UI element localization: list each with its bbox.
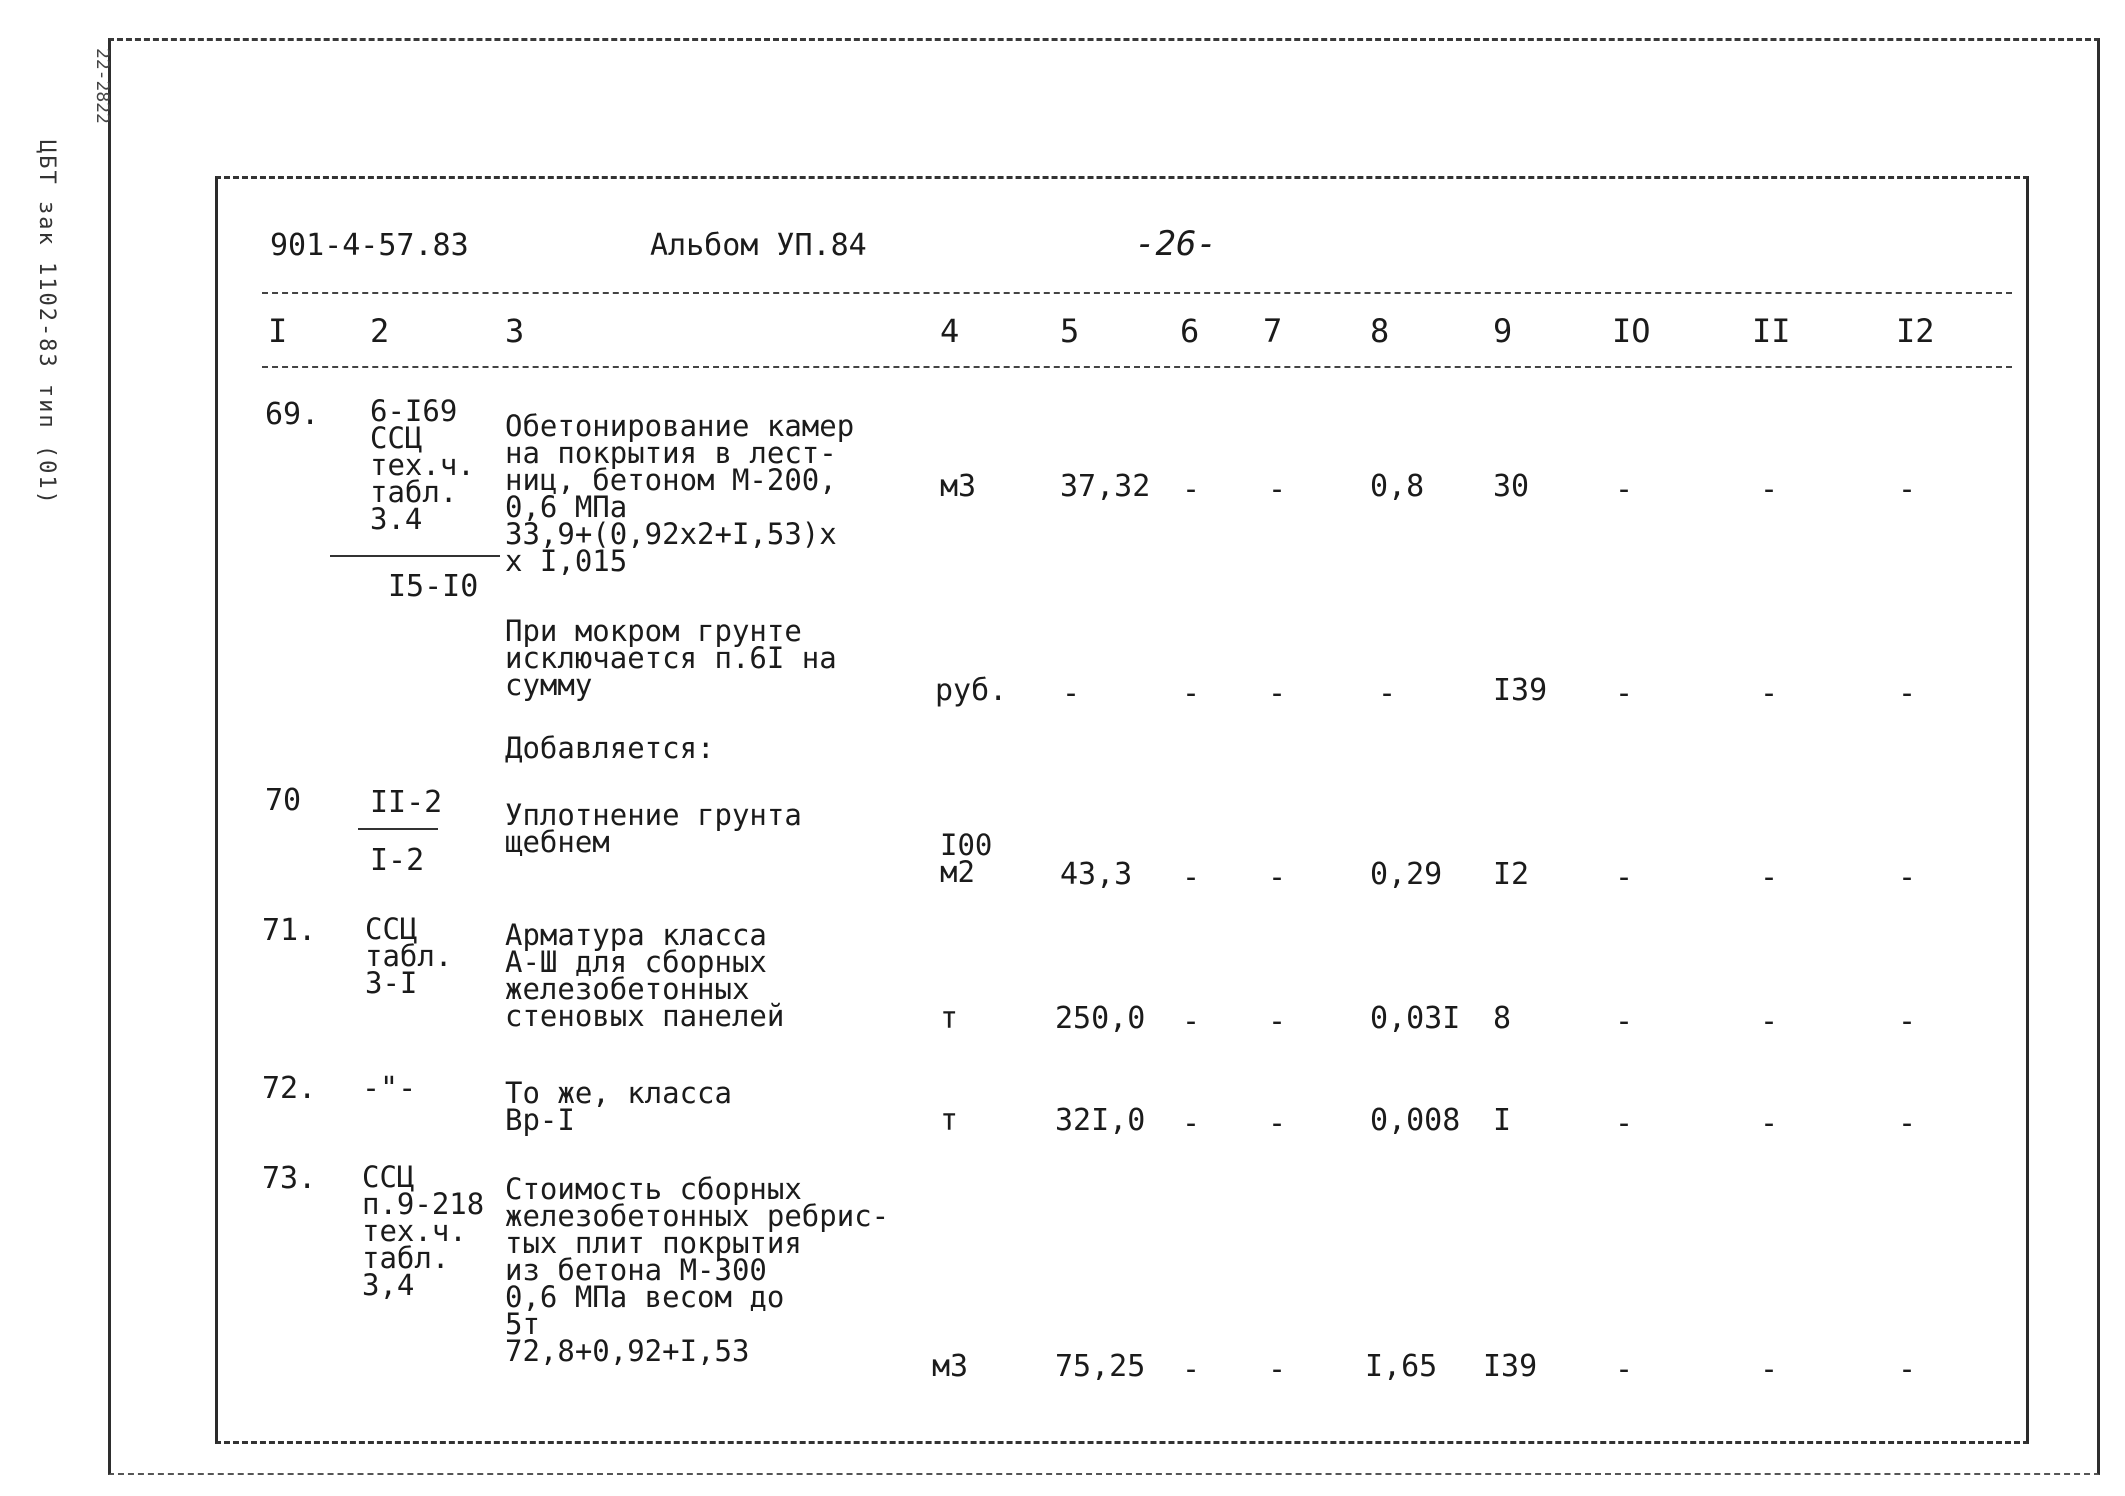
- print-stamp-vertical: ЦБТ зак 1102-83 тип (01): [34, 140, 59, 506]
- col10-value: -: [1615, 1106, 1634, 1141]
- col-header-7: 7: [1263, 312, 1283, 350]
- header-rule: [262, 292, 2012, 294]
- unit: т: [940, 1103, 959, 1138]
- col-header-3: 3: [505, 312, 525, 350]
- work-description: Обетонирование камер на покрытия в лест- ниц, бетоном М-200, 0,6 МПа 33,9+(0,92x2+I,53)x x I,015: [505, 409, 855, 578]
- col10-value: -: [1615, 1352, 1634, 1387]
- col7-value: -: [1268, 1352, 1287, 1387]
- col9-value: 8: [1493, 1001, 1512, 1036]
- norm-code: -"-: [362, 1071, 417, 1106]
- document-code: 901-4-57.83: [270, 228, 469, 263]
- work-description: Стоимость сборных железобетонных ребрис- тых плит покрытия из бетона М-300 0,6 МПа весом до 5т 72,8+0,92+I,53: [505, 1172, 890, 1368]
- page-number: -26-: [1135, 224, 1217, 264]
- col-header-4: 4: [940, 312, 960, 350]
- norm-code-below: I5-I0: [388, 569, 479, 604]
- col6-value: -: [1182, 860, 1201, 895]
- col8-value: 0,29: [1370, 857, 1443, 892]
- col8-value: 0,03I: [1370, 1001, 1461, 1036]
- col11-value: -: [1760, 1106, 1779, 1141]
- col-header-6: 6: [1180, 312, 1200, 350]
- col-header-9: 9: [1493, 312, 1513, 350]
- norm-code: 6-I69 ССЦ тех.ч. табл. 3.4: [370, 394, 475, 536]
- unit: т: [940, 1001, 959, 1036]
- col7-value: -: [1268, 676, 1287, 711]
- col-header-11: II: [1752, 312, 1791, 350]
- row-number: 70: [265, 783, 302, 818]
- col-header-5: 5: [1060, 312, 1080, 350]
- col11-value: -: [1760, 1004, 1779, 1039]
- sheet-code-vertical: 22-2822: [92, 48, 113, 124]
- col11-value: -: [1760, 860, 1779, 895]
- col-header-1: I: [268, 312, 288, 350]
- col7-value: -: [1268, 1004, 1287, 1039]
- quantity: 43,3: [1060, 857, 1133, 892]
- col11-value: -: [1760, 472, 1779, 507]
- norm-code: ССЦ табл. 3-I: [365, 912, 453, 1000]
- col-header-8: 8: [1370, 312, 1390, 350]
- col9-value: I2: [1493, 857, 1530, 892]
- col11-value: -: [1760, 676, 1779, 711]
- unit: руб.: [935, 673, 1008, 708]
- col9-value: I: [1493, 1103, 1512, 1138]
- row-number: 73.: [262, 1161, 317, 1196]
- col8-value: 0,008: [1370, 1103, 1461, 1138]
- unit: м3: [932, 1349, 969, 1384]
- col12-value: -: [1898, 860, 1917, 895]
- col8-value: -: [1378, 676, 1397, 711]
- col6-value: -: [1182, 472, 1201, 507]
- quantity: 250,0: [1055, 1001, 1146, 1036]
- col8-value: I,65: [1365, 1349, 1438, 1384]
- col9-value: I39: [1493, 673, 1548, 708]
- norm-code: II-2: [370, 785, 443, 820]
- col7-value: -: [1268, 860, 1287, 895]
- col-header-12: I2: [1896, 312, 1935, 350]
- section-label-added: Добавляется:: [505, 731, 715, 765]
- unit: I00 м2: [940, 828, 993, 889]
- col10-value: -: [1615, 676, 1634, 711]
- col8-value: 0,8: [1370, 469, 1425, 504]
- col-header-10: IO: [1612, 312, 1651, 350]
- album-title: Альбом УП.84: [650, 228, 867, 263]
- col-header-2: 2: [370, 312, 390, 350]
- column-header-rule: [262, 366, 2012, 368]
- col7-value: -: [1268, 1106, 1287, 1141]
- unit: м3: [940, 469, 977, 504]
- col6-value: -: [1182, 1106, 1201, 1141]
- col12-value: -: [1898, 1352, 1917, 1387]
- col12-value: -: [1898, 472, 1917, 507]
- quantity: 75,25: [1055, 1349, 1146, 1384]
- quantity: 37,32: [1060, 469, 1151, 504]
- col6-value: -: [1182, 1352, 1201, 1387]
- row-number: 72.: [262, 1071, 317, 1106]
- code-divider: [358, 828, 438, 830]
- row-number: 71.: [262, 913, 317, 948]
- col9-value: I39: [1483, 1349, 1538, 1384]
- col12-value: -: [1898, 1106, 1917, 1141]
- work-description: Арматура класса А-Ш для сборных железобетонных стеновых панелей: [505, 918, 785, 1033]
- col7-value: -: [1268, 472, 1287, 507]
- col6-value: -: [1182, 676, 1201, 711]
- col10-value: -: [1615, 472, 1634, 507]
- col5-value: -: [1062, 676, 1081, 711]
- code-divider: [330, 555, 500, 557]
- col12-value: -: [1898, 676, 1917, 711]
- work-description: То же, класса Вр-I: [505, 1076, 732, 1137]
- work-description: Уплотнение грунта щебнем: [505, 798, 802, 859]
- col11-value: -: [1760, 1352, 1779, 1387]
- norm-code-below: I-2: [370, 843, 425, 878]
- col10-value: -: [1615, 1004, 1634, 1039]
- col9-value: 30: [1493, 469, 1530, 504]
- quantity: 32I,0: [1055, 1103, 1146, 1138]
- col10-value: -: [1615, 860, 1634, 895]
- col6-value: -: [1182, 1004, 1201, 1039]
- col12-value: -: [1898, 1004, 1917, 1039]
- work-description: При мокром грунте исключается п.6I на сумму: [505, 614, 837, 702]
- norm-code: ССЦ п.9-218 тех.ч. табл. 3,4: [362, 1160, 485, 1302]
- row-number: 69.: [265, 397, 320, 432]
